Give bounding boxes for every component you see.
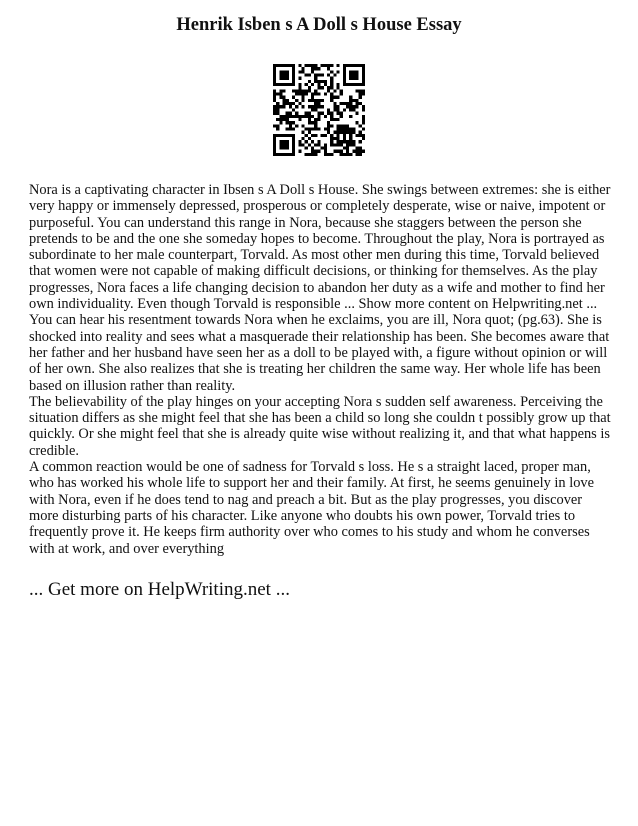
get-more-link[interactable]: ... Get more on HelpWriting.net ... [29, 579, 290, 600]
qr-code-icon [273, 64, 365, 156]
paragraph: A common reaction would be one of sadness for Torvald s loss. He s a straight laced, proper man, who has worked his whole life to support her and their family. At first, he seems genuinely in love with Nora, even if he does tend to nag and preach a bit. But as the play progresses, you discover more disturbing parts of his character. Like anyone who doubts his own power, Torvald tries to frequently prove it. He keeps firm authority over who comes to his study and whom he converses with at work, and over everything [29, 459, 594, 557]
paragraph: Nora is a captivating character in Ibsen s A Doll s House. She swings between extremes: she is either very happy or immensely depressed, prosperous or completely desperate, wise or naive, impotent or purposeful. You can understand this range in Nora, because she staggers between the person she pretends to be and the one she someday hopes to become. Throughout the play, Nora is portrayed as subordinate to her male counterpart, Torvald. As most other men during this time, Torvald believed that women were not capable of making difficult decisions, or thinking for themselves. As the play progresses, Nora faces a life changing decision to abandon her duty as a wife and mother to find her own individuality. Even though Torvald is responsible ... Show more content on Helpwriting.net ... You can hear his resentment towards Nora when he exclaims, you are ill, Nora quot; (pg.63). She is shocked into reality and sees what a masquerade their relationship has been. She becomes aware that her father and her husband have seen her as a doll to be played with, a figure without opinion or will of her own. She also realizes that she is treating her children the same way. Her whole life has been based on illusion rather than reality. [29, 182, 611, 394]
page-title: Henrik Isben s A Doll s House Essay [176, 15, 462, 35]
paragraph: The believability of the play hinges on your accepting Nora s sudden self awareness. Perceiving the situation differs as she might feel that she has been a child so long she couldn t possibly grow up that quickly. Or she might feel that she is already quite wise without realizing it, and that what happens is credible. [29, 393, 611, 459]
essay-body [29, 182, 611, 557]
